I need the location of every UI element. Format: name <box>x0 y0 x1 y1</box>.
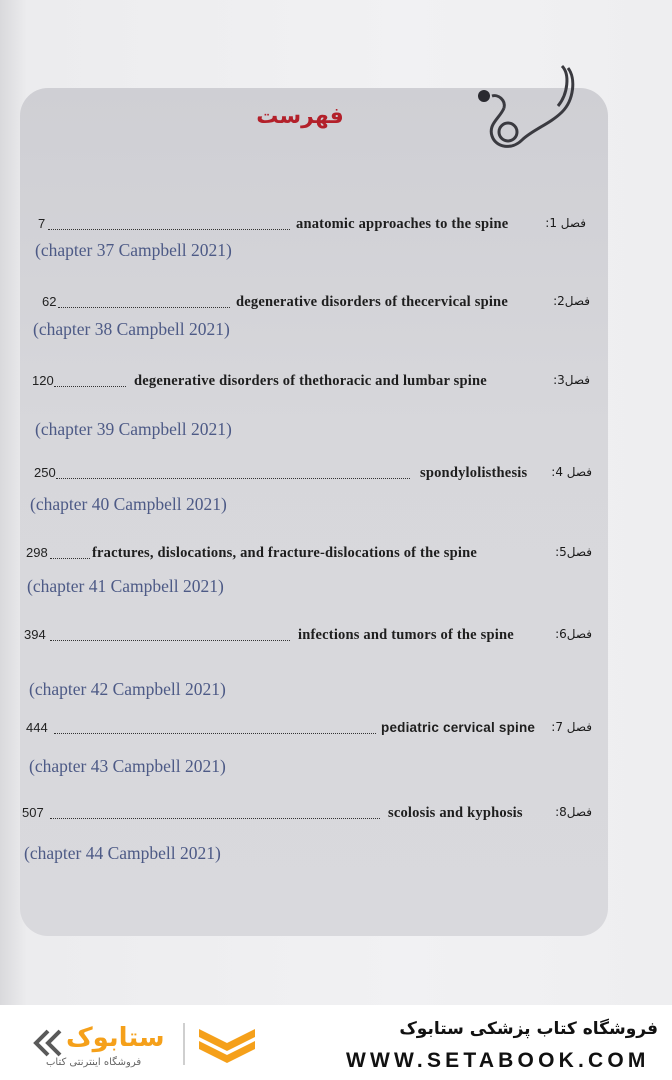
page-number: 394 <box>24 627 46 642</box>
store-logo-text: ستابوک <box>66 1023 165 1053</box>
chapter-title: degenerative disorders of thecervical spine <box>236 294 508 310</box>
stethoscope-icon <box>470 60 580 160</box>
dot-leader <box>54 733 376 734</box>
chapter-reference-8: (chapter 44 Campbell 2021) <box>24 843 221 863</box>
chapter-label: فصل8: <box>555 805 592 819</box>
chapter-title: degenerative disorders of thethoracic and lumbar spine <box>134 373 487 389</box>
chapter-reference-3: (chapter 39 Campbell 2021) <box>35 419 232 439</box>
chapter-title: infections and tumors of the spine <box>298 627 514 643</box>
store-url[interactable]: WWW.SETABOOK.COM <box>346 1049 650 1072</box>
chapter-reference-5: (chapter 41 Campbell 2021) <box>27 576 224 596</box>
chapter-title: pediatric cervical spine <box>381 720 536 735</box>
chapter-label: فصل 1: <box>545 216 586 230</box>
dot-leader <box>50 818 380 819</box>
chapter-label: فصل3: <box>553 373 590 387</box>
chapter-reference-4: (chapter 40 Campbell 2021) <box>30 494 227 514</box>
page-number: 507 <box>22 805 44 820</box>
page-number: 298 <box>26 545 48 560</box>
chapter-label: فصل 7: <box>551 720 592 734</box>
chapter-reference-2: (chapter 38 Campbell 2021) <box>33 319 230 339</box>
page-number: 120 <box>32 373 54 388</box>
toc-entry-2 <box>20 294 600 318</box>
chapter-reference-7: (chapter 43 Campbell 2021) <box>29 756 226 776</box>
chapter-reference-1: (chapter 37 Campbell 2021) <box>35 240 232 260</box>
page-number: 250 <box>34 465 56 480</box>
chapter-label: فصل2: <box>553 294 590 308</box>
toc-entry-4 <box>20 465 600 489</box>
dot-leader <box>54 386 126 387</box>
chapter-label: فصل5: <box>555 545 592 559</box>
dot-leader <box>48 229 290 230</box>
page-title: فهرست <box>256 104 344 129</box>
dot-leader <box>58 307 230 308</box>
chapter-reference-6: (chapter 42 Campbell 2021) <box>29 679 226 699</box>
toc-entry-3 <box>20 373 600 397</box>
store-logo-subtitle: فروشگاه اینترنتی کتاب <box>46 1057 142 1068</box>
page-number: 62 <box>42 294 57 309</box>
store-footer <box>0 1005 672 1080</box>
chapter-title: scolosis and kyphosis <box>388 805 523 821</box>
toc-entry-5 <box>20 545 600 569</box>
store-name: فروشگاه کتاب پزشکی ستابوک <box>399 1019 658 1039</box>
dot-leader <box>56 478 410 479</box>
dot-leader <box>50 558 90 559</box>
toc-entry-6 <box>20 627 600 651</box>
logo-divider <box>183 1023 185 1065</box>
page-number: 7 <box>38 216 46 231</box>
chapter-title: anatomic approaches to the spine <box>296 216 509 232</box>
dot-leader <box>50 640 290 641</box>
toc-entry-1 <box>20 216 600 240</box>
book-mark-icon <box>195 1025 259 1069</box>
chapter-title: spondylolisthesis <box>420 465 528 481</box>
toc-entry-7 <box>20 720 600 744</box>
chapter-title: fractures, dislocations, and fracture-dislocations of the spine <box>92 545 478 561</box>
page-number: 444 <box>26 720 48 735</box>
toc-entry-8 <box>20 805 600 829</box>
chapter-label: فصل6: <box>555 627 592 641</box>
chapter-label: فصل 4: <box>551 465 592 479</box>
